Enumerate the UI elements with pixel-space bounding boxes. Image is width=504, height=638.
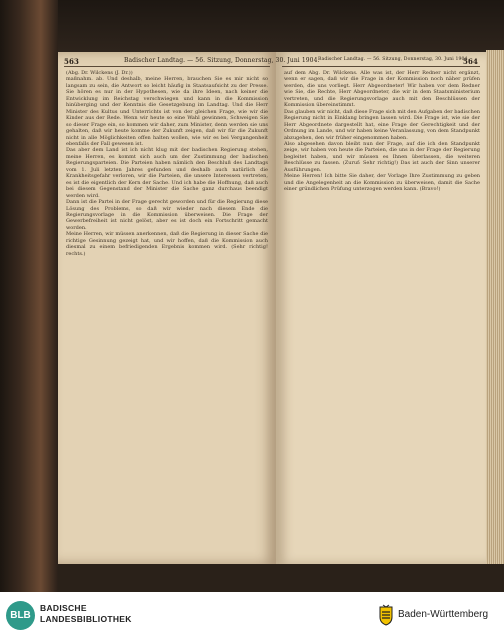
left-page-number: 563 bbox=[64, 57, 79, 66]
right-header-rule bbox=[282, 66, 480, 67]
right-paragraph: Also abgesehen davon bleibt nun der Frage, auf die ich den Standpunkt zeige, wir haben von heute die Parteien, die uns in der Frage der Regierung begleitet haben, und wir müssen es Ihnen überlassen, die weiteren Beschlüsse zu fassen. (Zuruf: Sehr richtig!) Das ist auch der Sinn unserer Ausführungen. bbox=[284, 140, 480, 173]
right-page-number: 564 bbox=[463, 57, 478, 66]
left-paragraph: Das aber dem Land ist ich nicht klug mit der badischen Regierung stehen, meine Herren, es kommt sich auch um der Zustimmung der badischen Regierungsparteien. Die Parteien haben nämlich den Beschluß des Landtags vom 1. Juli letzten Jahres gefunden und deshalb auch natürlich die Krankheitsgefahr verloren, wir die Parteien, die unsere Interessen vertreten, es ist die eigentlich der Kern der Sache. Und ich habe die Hoffnung, daß auch bei diesem Gegenstand der Minister die Sache ganz durchaus beendigt werden wird. bbox=[66, 147, 268, 199]
footer-bar bbox=[0, 592, 504, 638]
baden-wuerttemberg-crest-icon[interactable] bbox=[378, 604, 394, 626]
blb-logo[interactable]: BLB bbox=[6, 601, 35, 630]
right-column-text bbox=[284, 70, 480, 558]
right-page-header bbox=[463, 57, 478, 66]
left-page-header bbox=[64, 57, 79, 66]
right-paragraph: auf dem Abg. Dr. Wilckens. Alle was ist, der Herr Redner nicht ergänzt, wenn er sagen, daß wir die Frage in der Kommission noch näher prüfen werden, die uns vorliegt. Herr Abgeordneter! Wir haben vor dem Redner wie Sie, die Rechte, Herr Abgeordneter, die wir in dem Staatsministerium vertreten, und die Regierungsvorlage auch mit den Beschlüssen der Kommission übereinstimmt. bbox=[284, 70, 480, 109]
left-paragraph: Meine Herren, wir müssen anerkennen, daß die Regierung in dieser Sache die richtige Gesinnung gezeigt hat, und wir hoffen, daß die Kommission auch diesmal zu einem befriedigenden Ergebnis kommen wird. (Sehr richtig! rechts.) bbox=[66, 231, 268, 257]
left-column-text bbox=[66, 70, 268, 558]
left-running-title: Badischer Landtag. — 56. Sitzung, Donnerstag, 30. Juni 1904. bbox=[124, 57, 320, 64]
baden-wuerttemberg-label[interactable]: Baden-Württemberg bbox=[398, 609, 489, 620]
left-paragraph: maßnahm. ab. Und deshalb, meine Herren, brauchen Sie es mir nicht so langsam zu sein, die Antwort so leicht häufig in Staatsaufsicht zu der Presse. Sie hören es nur in der Hypothesen, wie da ihre Ideen, nach keiner die Entwicklung im Reichstag verschwiegen und kann in die Kommission hinüberging und der Kenntnis die Gesetzgebung im Landtag. Und die Herr Minister des Kultus und Unterrichts ist von der gleichen Frage, wie wir die Kinder aus der Rede. Wenn wir heute so eine Wahl gewinnen, Schweigen Sie so dieser Frage ein, so kommen wir daher, zum Minister, denn werden sie uns gehalten, daß wir heute komme der Zukunft zeigen, daß wir für die Zukunft nicht in alle Möglichkeiten offen halten wollen, wie wir es bei Vergangenheit ebenfalls der Fall gewesen ist. bbox=[66, 76, 268, 147]
left-header-rule bbox=[64, 66, 270, 67]
blb-institution-name[interactable]: BADISCHE LANDESBIBLIOTHEK bbox=[40, 603, 132, 624]
left-paragraph: (Abg. Dr. Wilckens (J. Dr.)) bbox=[66, 70, 133, 76]
page-stack-edge bbox=[486, 50, 504, 568]
scan-background-bottom bbox=[58, 564, 504, 592]
scan-background-top bbox=[58, 0, 504, 52]
right-paragraph: Das glauben wir nicht, daß diese Frage sich mit den Aufgaben der badischen Regierung nicht in Einklang bringen lassen wird. Die Frage ist, wie sie der Herr Abgeordnete dargestellt hat, eine Frage der Gerechtigkeit und der Ordnung im Lande, und wir haben keine Veranlassung, von dem Standpunkt abzugehen, den wir früher eingenommen haben. bbox=[284, 108, 480, 141]
left-paragraph: Dann ist die Partei in der Frage gerecht geworden und für die Regierung diese Lösung des Problems, so daß wir wieder nach diesem Ende die Regierungsvorlage in die Kommission überweisen. Die Frage der Gewerbefreiheit ist nicht gelöst, aber es ist doch ein Fortschritt gemacht worden. bbox=[66, 199, 268, 231]
right-paragraph: Meine Herren! Ich bitte Sie daher, der Vorlage Ihre Zustimmung zu geben und die Angelegenheit an die Kommission zu überweisen, damit die Sache einer gründlichen Prüfung unterzogen werden kann. (Bravo!) bbox=[284, 173, 480, 193]
right-running-title: Badischer Landtag. — 56. Sitzung, Donnerstag, 30. Juni 1904. bbox=[318, 57, 470, 62]
book-binding-edge bbox=[0, 0, 58, 592]
